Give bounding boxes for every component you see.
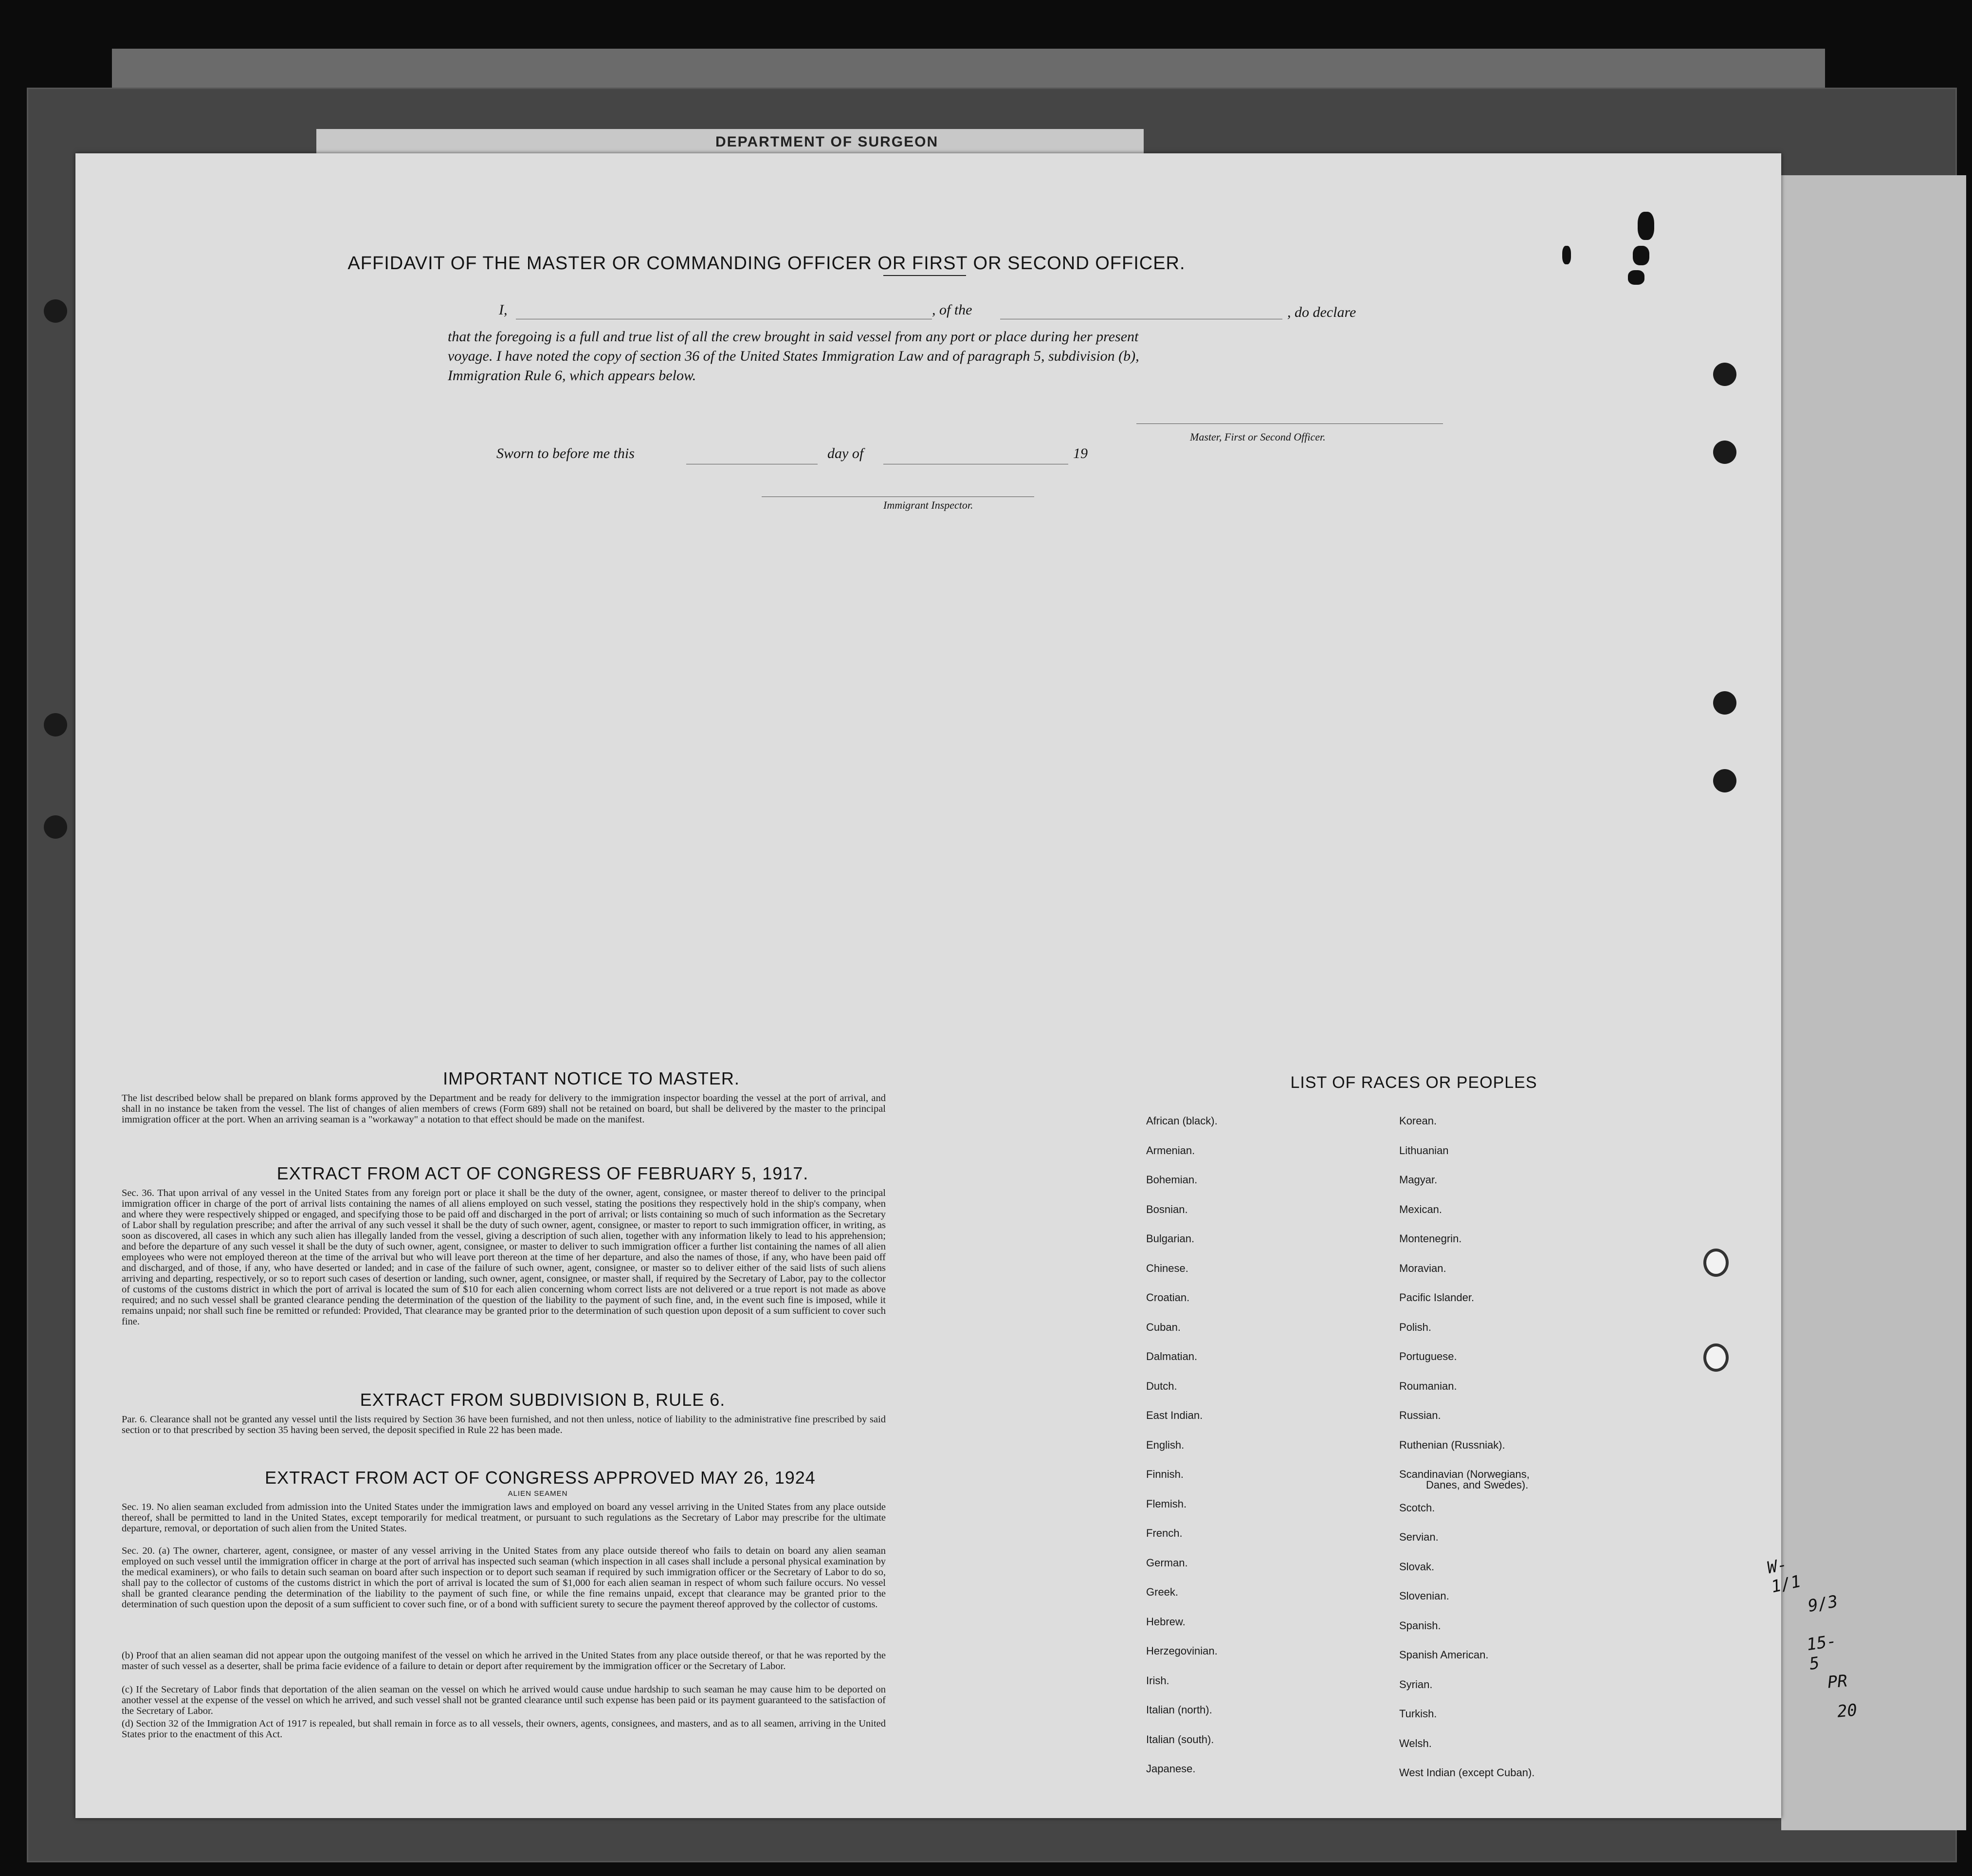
extract-1917-title: EXTRACT FROM ACT OF CONGRESS OF FEBRUARY 5, 1917.: [276, 1163, 809, 1183]
race-item-right: Ruthenian (Russniak).: [1399, 1438, 1505, 1451]
race-item-left: German.: [1146, 1556, 1188, 1569]
race-item-right: Scotch.: [1399, 1501, 1435, 1514]
binder-hole: [1713, 363, 1736, 386]
extract-1924-subtitle: ALIEN SEAMEN: [508, 1490, 568, 1498]
race-item-left: Irish.: [1146, 1674, 1169, 1687]
race-item-left: Bosnian.: [1146, 1203, 1188, 1215]
race-item-right: Spanish American.: [1399, 1649, 1489, 1661]
race-item-right: Turkish.: [1399, 1708, 1437, 1720]
binder-hole: [1713, 769, 1736, 792]
affidavit-page: [75, 153, 1858, 1818]
binder-hole: [44, 815, 67, 839]
race-item-right: Moravian.: [1399, 1262, 1446, 1274]
handwritten-note-5: 20: [1836, 1700, 1858, 1722]
handwritten-note-3: 15-5: [1805, 1631, 1838, 1674]
binder-hole: [44, 713, 67, 736]
races-title: LIST OF RACES OR PEOPLES: [1290, 1073, 1537, 1092]
race-item-right: Welsh.: [1399, 1737, 1432, 1749]
race-item-right: Pacific Islander.: [1399, 1291, 1475, 1304]
race-item-left: Italian (south).: [1146, 1733, 1214, 1746]
race-item-right: Spanish.: [1399, 1619, 1441, 1632]
day-of-label: day of: [827, 445, 864, 461]
race-item-right: Slovak.: [1399, 1560, 1435, 1573]
race-item-left: Bohemian.: [1146, 1174, 1198, 1186]
extract-1924-title: EXTRACT FROM ACT OF CONGRESS APPROVED MAY 26, 1924: [265, 1468, 816, 1488]
notice-body: The list described below shall be prepared on blank forms approved by the Department and be ready for delivery to the immigration inspector boarding the vessel at the port of arrival, and shall in no instance be taken from the vessel. The list of changes of alien members of crews (Form 689) shall not be retained on board, but shall be delivered by the master to the principal immigration officer at the port. When an arriving seaman is a "workaway" a notation to that effect should be made on the manifest.: [122, 1093, 886, 1125]
race-item-left: Italian (north).: [1146, 1704, 1212, 1716]
race-item-left: Croatian.: [1146, 1291, 1190, 1304]
surgeon-tab-label: DEPARTMENT OF SURGEON: [715, 134, 939, 150]
race-item-right: Servian.: [1399, 1531, 1439, 1543]
punch-mark: [1638, 212, 1654, 240]
of-the-label: , of the: [932, 302, 972, 318]
race-item-right: Roumanian.: [1399, 1379, 1457, 1392]
race-item-right: Magyar.: [1399, 1174, 1438, 1186]
title-rule: [883, 275, 966, 276]
race-item-left: Greek.: [1146, 1586, 1179, 1598]
affidavit-i-label: I,: [499, 302, 508, 318]
race-item-left: Dalmatian.: [1146, 1350, 1198, 1362]
master-signature-line: [1136, 423, 1443, 424]
race-item-right: Slovenian.: [1399, 1590, 1449, 1602]
inspector-label: Immigrant Inspector.: [883, 499, 973, 511]
race-item-right: Scandinavian (Norwegians,: [1399, 1468, 1530, 1480]
race-item-left: Flemish.: [1146, 1497, 1187, 1510]
race-item-right: West Indian (except Cuban).: [1399, 1766, 1535, 1779]
race-item-left: African (black).: [1146, 1115, 1218, 1127]
affidavit-line-4: Immigration Rule 6, which appears below.: [448, 368, 696, 384]
binder-hole: [1713, 441, 1736, 464]
handwritten-note-4: PR: [1826, 1671, 1848, 1692]
race-item-left: English.: [1146, 1438, 1185, 1451]
sec20d-body: (d) Section 32 of the Immigration Act of 1917 is repealed, but shall remain in force as to all vessels, their owners, agents, consignees, and masters, and as to all seamen, arriving in the United States prior to the enactment of this Act.: [122, 1718, 886, 1740]
race-item-right: Lithuanian: [1399, 1144, 1449, 1157]
race-item-left: Chinese.: [1146, 1262, 1188, 1274]
sec20b-body: (b) Proof that an alien seaman did not appear upon the outgoing manifest of the vessel on which he arrived in the United States from any place outside thereof, or that he was reported by the master of such vessel as a deserter, shall be prima facie evidence of a failure to detain or deport after requirement by the immigration officer or the Secretary of Labor.: [122, 1650, 886, 1672]
race-item-left: Japanese.: [1146, 1763, 1196, 1775]
race-item-left: East Indian.: [1146, 1409, 1203, 1421]
affidavit-title: AFFIDAVIT OF THE MASTER OR COMMANDING OFFICER OR FIRST OR SECOND OFFICER.: [347, 253, 1186, 274]
race-item-left: Bulgarian.: [1146, 1232, 1195, 1245]
race-item-right: Korean.: [1399, 1115, 1437, 1127]
race-item-right: Syrian.: [1399, 1678, 1433, 1691]
binder-hole: [1713, 691, 1736, 715]
race-item-right: Portuguese.: [1399, 1350, 1457, 1362]
sec20c-body: (c) If the Secretary of Labor finds that deportation of the alien seaman on the vessel on which he arrived would cause undue hardship to such seaman he may cause him to be deported on another vessel at the expense of the vessel on which he arrived, and such vessel shall not be granted clearance until such expense has been paid or its payment guaranteed to the satisfaction of the Secretary of Labor.: [122, 1684, 886, 1716]
race-continuation: Danes, and Swedes).: [1426, 1479, 1529, 1491]
binder-hole: [44, 299, 67, 323]
race-item-right: Montenegrin.: [1399, 1232, 1462, 1245]
punch-mark: [1628, 270, 1644, 285]
handwritten-note-2: 9/3: [1806, 1591, 1840, 1617]
punch-mark: [1633, 246, 1649, 265]
race-item-left: Armenian.: [1146, 1144, 1195, 1157]
sec20a-body: Sec. 20. (a) The owner, charterer, agent, consignee, or master of any vessel arriving in the United States from any place outside thereof who fails to detain on board any alien seaman employed on such vessel until the immigration officer in charge at the port of arrival has inspected such seaman (which inspection in all cases shall include a personal physical examination by the medical examiners), or who fails to detain such seaman on board after such inspection or to deport such seaman if required by such immigration officer or the Secretary of Labor to do so, shall pay to the collector of customs of the customs district in which the port of arrival is located the sum of $1,000 for each alien seaman in respect of whom such failure occurs. No vessel shall be granted clearance pending the determination of the liability to the payment of such fine, or while the fine remains unpaid, except that clearance may be granted prior to the determination of such question upon the deposit of a sum sufficient to cover such fine, or of a bond with sufficient surety to secure the payment thereof approved by the collector of customs.: [122, 1545, 886, 1610]
race-item-right: Mexican.: [1399, 1203, 1442, 1215]
affidavit-line-3: voyage. I have noted the copy of section 36 of the United States Immigration Law and of paragraph 5, subdivision (b),: [448, 348, 1139, 364]
race-item-left: French.: [1146, 1527, 1183, 1539]
race-item-left: Cuban.: [1146, 1321, 1181, 1333]
extract-1917-body: Sec. 36. That upon arrival of any vessel in the United States from any foreign port or place it shall be the duty of the owner, agent, consignee, or master thereof to deliver to the principal immigration officer in charge of the port of arrival lists containing the names of all aliens employed on such vessel, stating the positions they respectively hold in the ship's company, when and where they were respectively shipped or engaged, and specifying those to be paid off and discharged in the port of arrival; or lists containing so much of such information as the Secretary of Labor shall by regulation prescribe; and after the arrival of any such vessel it shall be the duty of such owner, agent, consignee, or master to report to such immigration officer, in writing, as soon as discovered, all cases in which any such alien has illegally landed from the vessel, giving a description of such alien, together with any information likely to lead to his apprehension; and before the departure of any such vessel it shall be the duty of such owner, agent, consignee, or master to deliver to such immigration officer a further list containing the names of all alien employees who were not employed thereon at the time of the arrival but who will leave port thereon at the time of her departure, and also the names of those, if any, who have been paid off and discharged, and of those, if any, who have deserted or landed; and in case of the failure of such owner, agent, consignee, or master so to deliver either of the said lists of such aliens arriving and departing, respectively, or so to report such cases of desertion or landing, such owner, agent, consignee, or master shall, if required by the Secretary of Labor, pay to the collector of customs of the customs district in which the port of arrival is located the sum of $10 for each alien concerning whom correct lists are not delivered or a true report is not made as above required; and no such vessel shall be granted clearance pending the determination of the question of the liability to the payment of such fine, and, in the event such fine is imposed, while it remains unpaid; nor shall such fine be remitted or refunded: Provided, That clearance may be granted prior to the determination of such question upon deposit of a sum sufficient to cover such fine.: [122, 1188, 886, 1327]
notice-title: IMPORTANT NOTICE TO MASTER.: [443, 1068, 740, 1088]
right-sheet-edge: [1781, 175, 1966, 1830]
race-item-left: Herzegovinian.: [1146, 1645, 1218, 1657]
sec19-body: Sec. 19. No alien seaman excluded from admission into the United States under the immigration laws and employed on board any vessel arriving in the United States from any place outside thereof, shall be permitted to land in the United States, except temporarily for medical treatment, or pursuant to such regulations as the Secretary of Labor may prescribe for the ultimate departure, removal, or deportation of such alien from the United States.: [122, 1502, 886, 1534]
rule6-body: Par. 6. Clearance shall not be granted any vessel until the lists required by Section 36 have been furnished, and not then unless, notice of liability to the administrative fine prescribed by said section or to that prescribed by section 35 having been served, the deposit specified in Rule 22 has been made.: [122, 1414, 886, 1435]
rule6-title: EXTRACT FROM SUBDIVISION B, RULE 6.: [360, 1390, 726, 1410]
race-item-left: Dutch.: [1146, 1379, 1177, 1392]
do-declare-label: , do declare: [1287, 304, 1356, 320]
year-prefix: 19: [1073, 445, 1088, 461]
binder-hole: [1703, 1249, 1729, 1277]
race-item-right: Russian.: [1399, 1409, 1441, 1421]
race-item-left: Hebrew.: [1146, 1615, 1186, 1628]
punch-mark: [1562, 246, 1571, 264]
race-item-left: Finnish.: [1146, 1468, 1184, 1480]
master-label: Master, First or Second Officer.: [1190, 431, 1326, 443]
binder-hole: [1703, 1343, 1729, 1372]
sworn-label: Sworn to before me this: [496, 445, 635, 461]
race-item-right: Polish.: [1399, 1321, 1432, 1333]
affidavit-line-2: that the foregoing is a full and true list of all the crew brought in said vessel from any port or place during her present: [448, 329, 1139, 345]
handwritten-note-1: W-1/1: [1765, 1554, 1803, 1597]
